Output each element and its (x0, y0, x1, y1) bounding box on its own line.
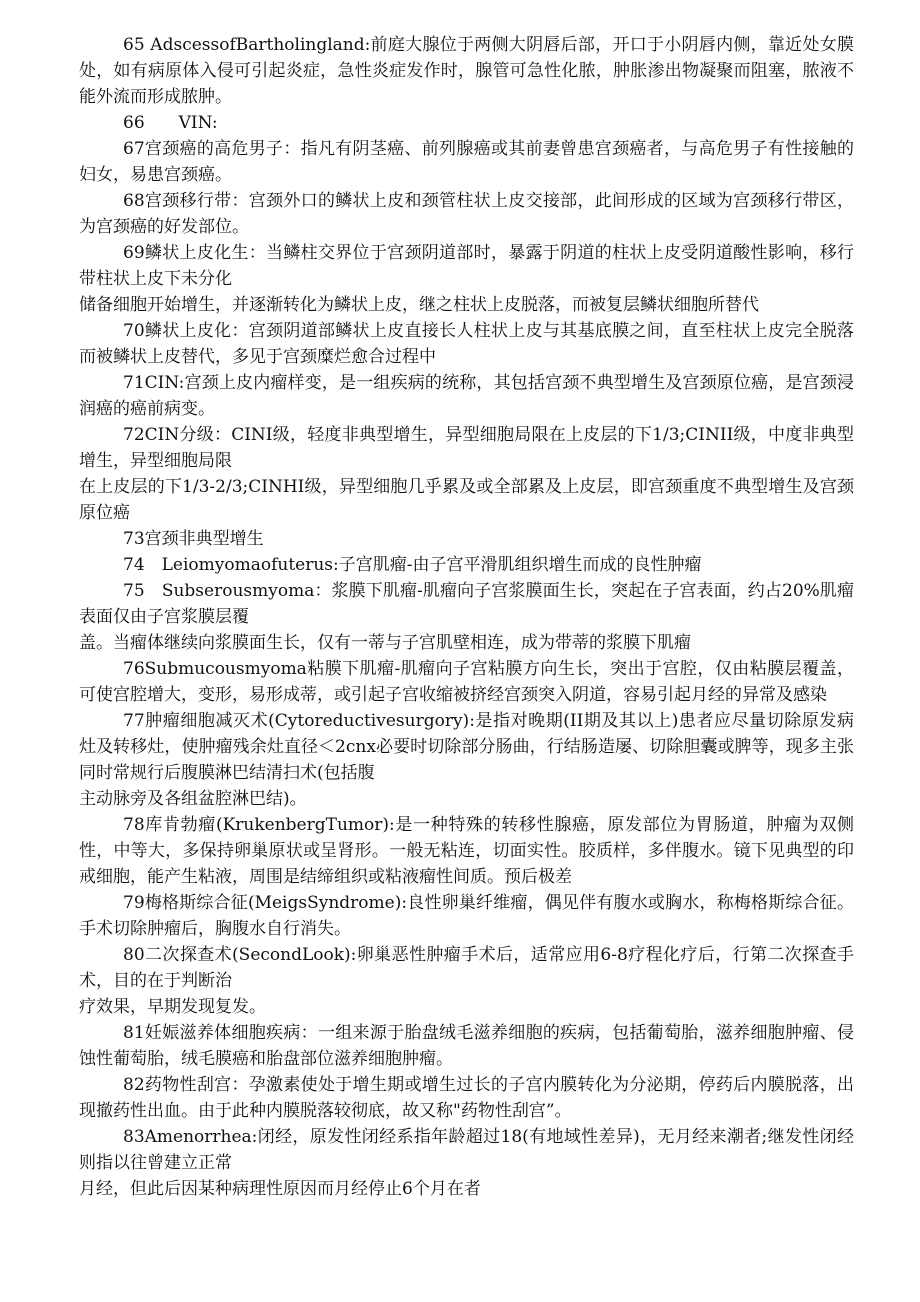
paragraph-81: 81妊娠滋养体细胞疾病：一组来源于胎盘绒毛滋养细胞的疾病，包括葡萄胎，滋养细胞肿瘤、侵蚀性葡萄胎，绒毛膜癌和胎盘部位滋养细胞肿瘤。 (79, 1023, 854, 1069)
paragraph-73: 73宫颈非典型增生 (123, 529, 264, 549)
paragraph-77: 77肿瘤细胞减灭术(Cytoreductivesurgory):是指对晚期(II期及其以上)患者应尽量切除原发病灶及转移灶，使肿瘤残余灶直径＜2cnx必要时切除部分肠曲，行结肠造屡、切除胆囊或脾等，现多主张同时常规行后腹膜淋巴结清扫术(包括腹 (79, 711, 854, 783)
paragraph-65: 65 AdscessofBartholingland:前庭大腺位于两侧大阴唇后部，开口于小阴唇内侧，靠近处女膜处，如有病原体入侵可引起炎症，急性炎症发作时，腺管可急性化脓，肿胀渗出物凝聚而阻塞，脓液不能外流而形成脓肿。 (79, 35, 854, 107)
paragraph-80: 80二次探查术(SecondLook):卵巢恶性肿瘤手术后，适常应用6-8疗程化疗后，行第二次探查手术，目的在于判断治 (79, 945, 854, 991)
paragraph-77-continued: 主动脉旁及各组盆腔淋巴结)。 (79, 789, 307, 809)
paragraph-80-continued: 疗效果，早期发现复发。 (79, 997, 266, 1017)
paragraph-71: 71CIN:宫颈上皮内瘤样变，是一组疾病的统称，其包括宫颈不典型增生及宫颈原位癌，是宫颈浸润癌的癌前病变。 (79, 373, 854, 419)
paragraph-66: 66 VIN: (123, 113, 218, 133)
paragraph-75: 75 Subserousmyoma：浆膜下肌瘤-肌瘤向子宫浆膜面生长，突起在子宫表面，约占20%肌瘤表面仅由子宫浆膜层覆 (79, 581, 854, 627)
paragraph-68: 68宫颈移行带：宫颈外口的鳞状上皮和颈管柱状上皮交接部，此间形成的区域为宫颈移行带区，为宫颈癌的好发部位。 (79, 191, 854, 237)
paragraph-72-continued: 在上皮层的下1/3-2/3;CINHI级，异型细胞几乎累及或全部累及上皮层，即宫颈重度不典型增生及宫颈原位癌 (79, 477, 854, 523)
paragraph-67: 67宫颈癌的高危男子：指凡有阴茎癌、前列腺癌或其前妻曾患宫颈癌者，与高危男子有性接触的妇女，易患宫颈癌。 (79, 139, 854, 185)
paragraph-76: 76Submucousmyoma粘膜下肌瘤-肌瘤向子宫粘膜方向生长，突出于宫腔，仅由粘膜层覆盖，可使宫腔增大，变形，易形成蒂，或引起子宫收缩被挤经宫颈突入阴道，容易引起月经的异常及感染 (79, 659, 854, 705)
paragraph-83-continued: 月经，但此后因某种病理性原因而月经停止6个月在者 (79, 1179, 481, 1199)
paragraph-75-continued: 盖。当瘤体继续向浆膜面生长，仅有一蒂与子宫肌壁相连，成为带蒂的浆膜下肌瘤 (79, 633, 691, 653)
paragraph-82: 82药物性刮宫：孕激素使处于增生期或增生过长的子宫内膜转化为分泌期，停药后内膜脱落，出现撤药性出血。由于此种内膜脱落较彻底，故又称"药物性刮宫”。 (79, 1075, 854, 1121)
paragraph-83: 83Amenorrhea:闭经，原发性闭经系指年龄超过18(有地域性差异)，无月经来潮者;继发性闭经则指以往曾建立正常 (79, 1127, 854, 1173)
paragraph-69: 69鳞状上皮化生：当鳞柱交界位于宫颈阴道部时，暴露于阴道的柱状上皮受阴道酸性影响，移行带柱状上皮下未分化 (79, 243, 854, 289)
paragraph-79: 79梅格斯综合征(MeigsSyndrome):良性卵巢纤维瘤，偶见伴有腹水或胸水，称梅格斯综合征。手术切除肿瘤后，胸腹水自行消失。 (79, 893, 854, 939)
paragraph-70: 70鳞状上皮化：宫颈阴道部鳞状上皮直接长人柱状上皮与其基底膜之间，直至柱状上皮完全脱落而被鳞状上皮替代，多见于宫颈糜烂愈合过程中 (79, 321, 854, 367)
paragraph-72: 72CIN分级：CINI级，轻度非典型增生，异型细胞局限在上皮层的下1/3;CINII级，中度非典型增生，异型细胞局限 (79, 425, 854, 471)
paragraph-78: 78库肯勃瘤(KrukenbergTumor):是一种特殊的转移性腺癌，原发部位为胃肠道，肿瘤为双侧性，中等大，多保持卵巢原状或呈肾形。一般无粘连，切面实性。胶质样，多伴腹水。镜下见典型的印戒细胞，能产生粘液，周围是结缔组织或粘液瘤性间质。预后极差 (79, 815, 854, 887)
paragraph-69-continued: 储备细胞开始增生，并逐渐转化为鳞状上皮，继之柱状上皮脱落，而被复层鳞状细胞所替代 (79, 295, 759, 315)
paragraph-74: 74 Leiomyomaofuterus:子宫肌瘤-由子宫平滑肌组织增生而成的良性肿瘤 (123, 555, 702, 575)
